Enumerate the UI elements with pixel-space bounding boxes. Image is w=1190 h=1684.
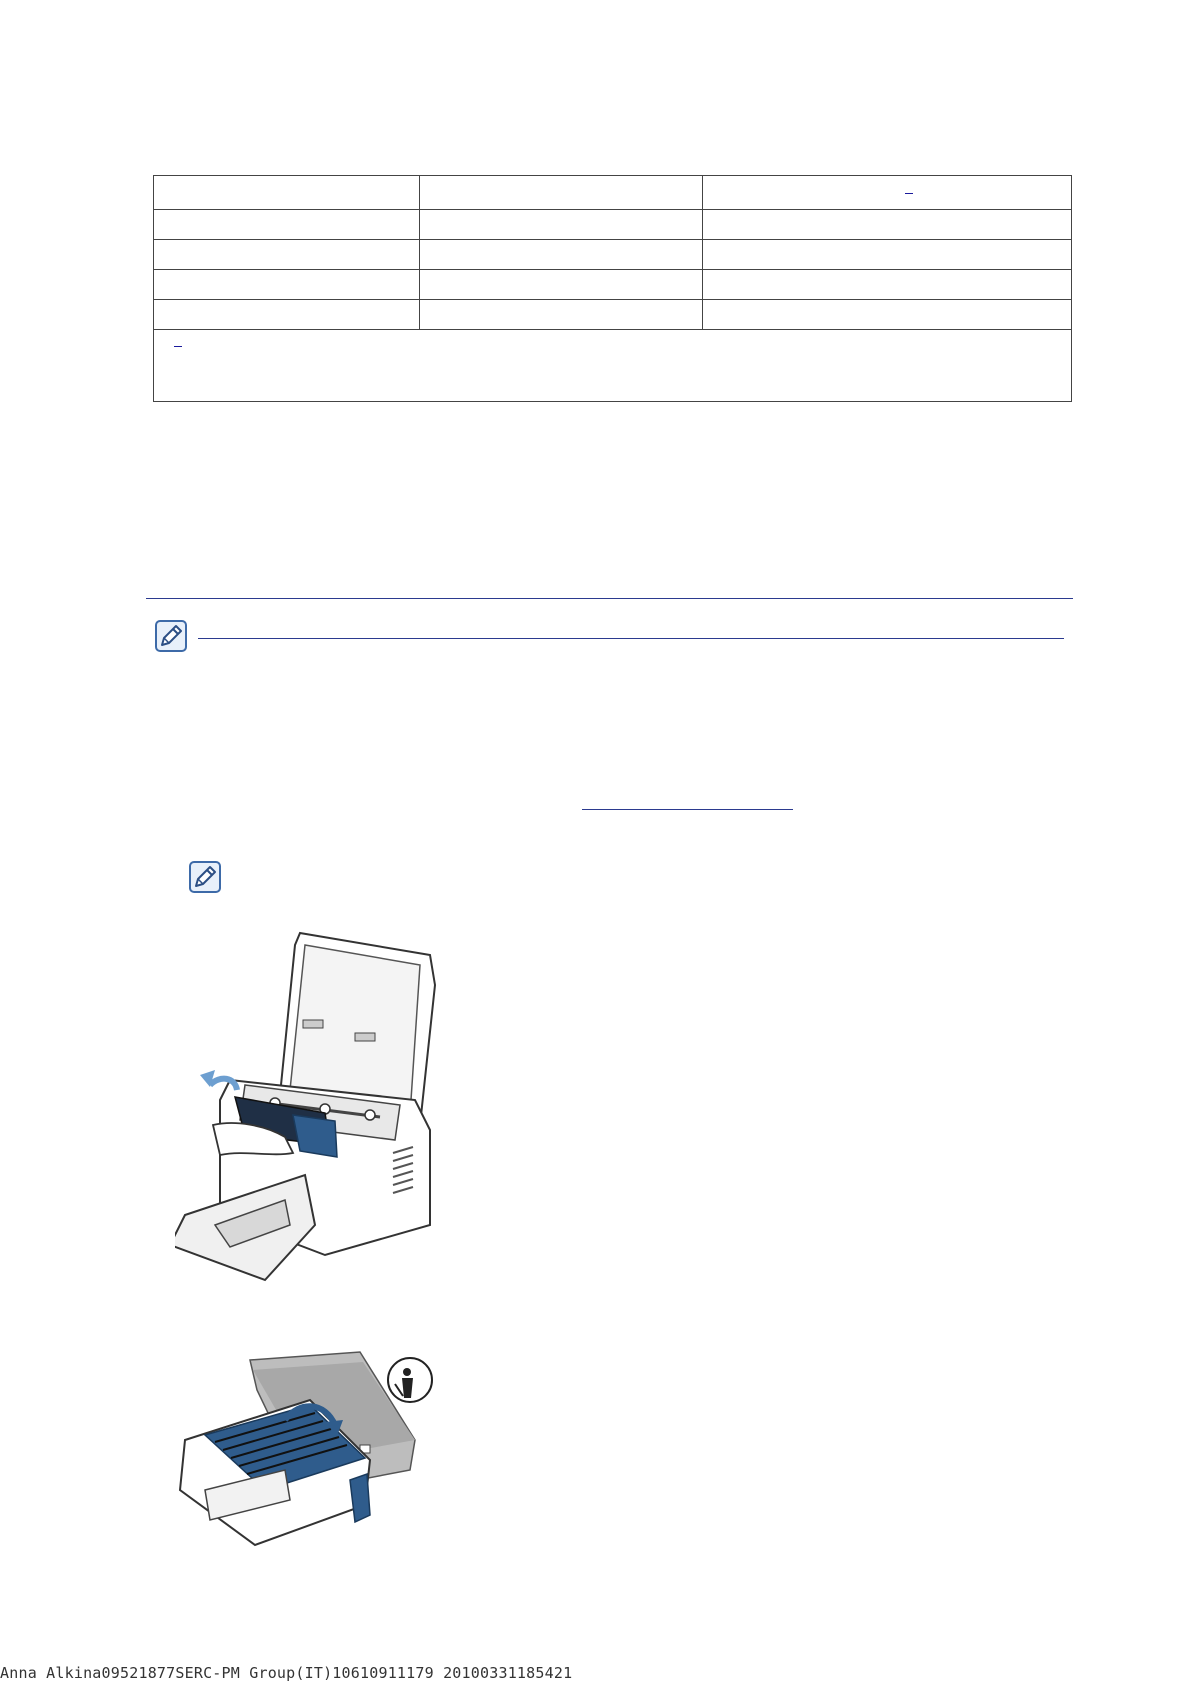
pencil-note-icon <box>187 859 223 895</box>
supplies-table <box>153 175 1072 402</box>
footnote-anchor-link[interactable] <box>174 346 182 347</box>
table-row <box>154 300 1072 330</box>
table-header-cell <box>420 176 703 210</box>
table-cell <box>703 210 1072 240</box>
table-cell <box>420 240 703 270</box>
table-cell <box>703 300 1072 330</box>
table-row <box>154 270 1072 300</box>
table-cell <box>154 300 420 330</box>
table-cell <box>420 210 703 240</box>
section-divider <box>146 598 1073 599</box>
cross-reference-link[interactable] <box>582 809 793 810</box>
table-header-cell <box>703 176 1072 210</box>
note-divider <box>198 638 1064 639</box>
table-row <box>154 240 1072 270</box>
table-header-row <box>154 176 1072 210</box>
table-cell <box>420 300 703 330</box>
table-cell <box>703 270 1072 300</box>
table-cell <box>420 270 703 300</box>
table-footnote-row <box>154 330 1072 402</box>
footer-watermark: Anna Alkina09521877SERC-PM Group(IT)10610911179 20100331185421 <box>0 1664 573 1682</box>
pencil-note-icon <box>153 618 189 654</box>
table-cell <box>154 240 420 270</box>
table-header-cell <box>154 176 420 210</box>
table-cell <box>154 270 420 300</box>
table-row <box>154 210 1072 240</box>
table-cell <box>154 210 420 240</box>
footnote-link[interactable] <box>905 193 913 194</box>
table-footnote-cell <box>154 330 1072 402</box>
trash-disposal-icon <box>388 1358 432 1402</box>
toner-cartridge-illustration <box>175 1340 475 1570</box>
printer-open-illustration <box>175 925 475 1285</box>
table-cell <box>703 240 1072 270</box>
